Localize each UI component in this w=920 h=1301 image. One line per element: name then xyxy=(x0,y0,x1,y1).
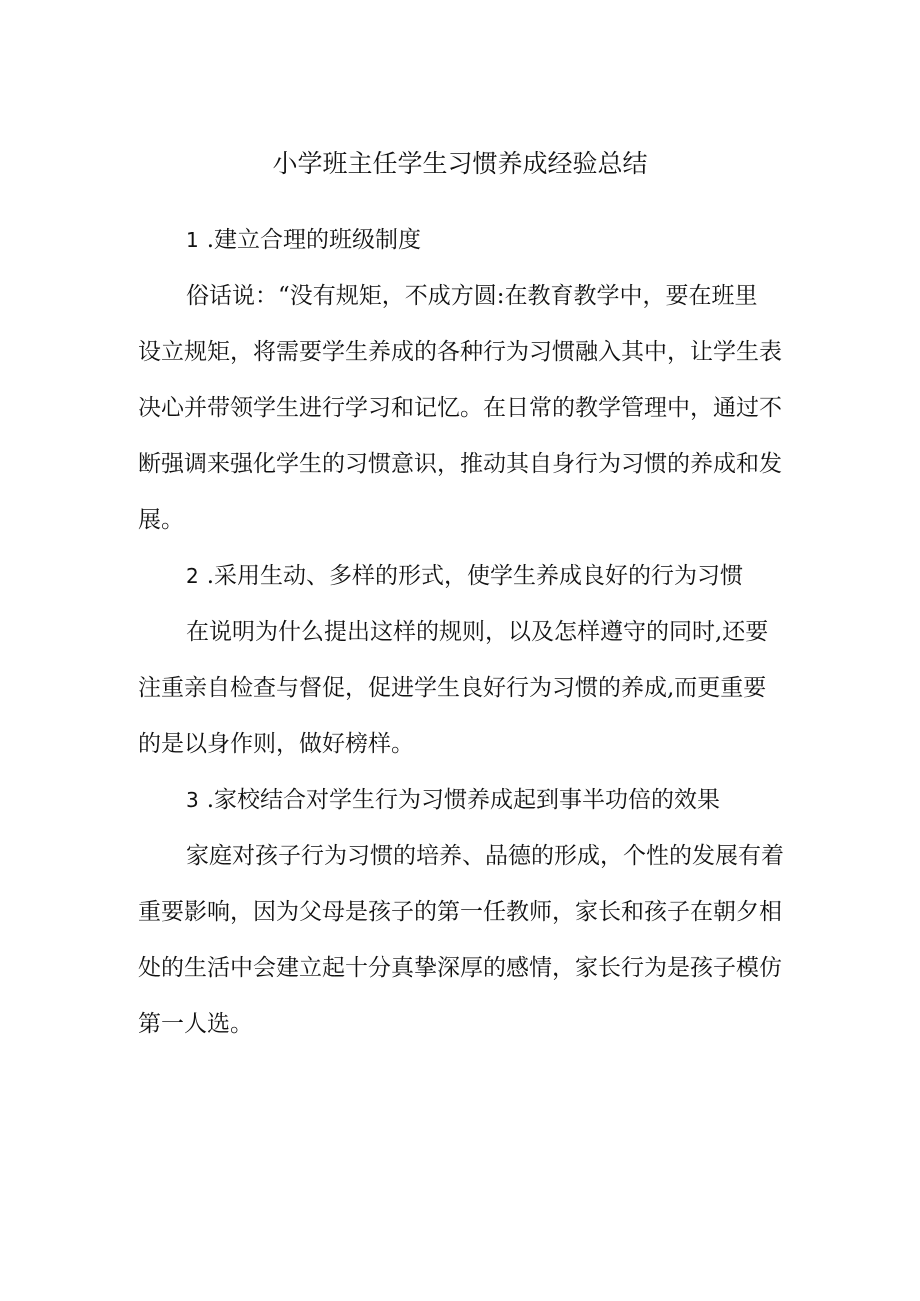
section-number: 1 xyxy=(186,228,199,252)
paragraph-line: 第一人选。 xyxy=(138,1011,253,1037)
paragraph-line: 设立规矩，将需要学生养成的各种行为习惯融入其中，让学生表 xyxy=(138,339,782,365)
section-heading-text: .家校结合对学生行为习惯养成起到事半功倍的效果 xyxy=(206,787,721,813)
section-paragraph-3 xyxy=(138,838,788,1042)
paragraph-line: 重要影响，因为父母是孩子的第一任教师，家长和孩子在朝夕相 xyxy=(138,899,782,925)
section-heading-3 xyxy=(138,782,788,818)
paragraph-line: 断强调来强化学生的习惯意识，推动其自身行为习惯的养成和发 xyxy=(138,451,782,477)
paragraph-line: 展。 xyxy=(138,507,184,533)
paragraph-line: 注重亲自检查与督促，促进学生良好行为习惯的养成,而更重要 xyxy=(138,675,767,701)
section-number: 2 xyxy=(186,564,199,588)
document-body xyxy=(138,222,788,1062)
paragraph-line: 的是以身作则，做好榜样。 xyxy=(138,731,414,757)
paragraph-line: 处的生活中会建立起十分真挚深厚的感情，家长行为是孩子模仿 xyxy=(138,955,782,981)
paragraph-line: 家庭对孩子行为习惯的培养、品德的形成，个性的发展有着 xyxy=(186,843,784,869)
section-paragraph-2 xyxy=(138,614,788,762)
section-heading-1 xyxy=(138,222,788,258)
section-heading-text: .采用生动、多样的形式，使学生养成良好的行为习惯 xyxy=(206,563,744,589)
section-paragraph-1 xyxy=(138,278,788,538)
document-title: 小学班主任学生习惯养成经验总结 xyxy=(272,149,648,178)
paragraph-line: 在说明为什么提出这样的规则，以及怎样遵守的同时,还要 xyxy=(186,619,769,645)
paragraph-line: 俗话说：“没有规矩，不成方圆:在教育教学中，要在班里 xyxy=(186,283,758,309)
section-heading-text: .建立合理的班级制度 xyxy=(206,227,422,253)
section-heading-2 xyxy=(138,558,788,594)
section-number: 3 xyxy=(186,788,199,812)
paragraph-line: 决心并带领学生进行学习和记忆。在日常的教学管理中，通过不 xyxy=(138,395,782,421)
